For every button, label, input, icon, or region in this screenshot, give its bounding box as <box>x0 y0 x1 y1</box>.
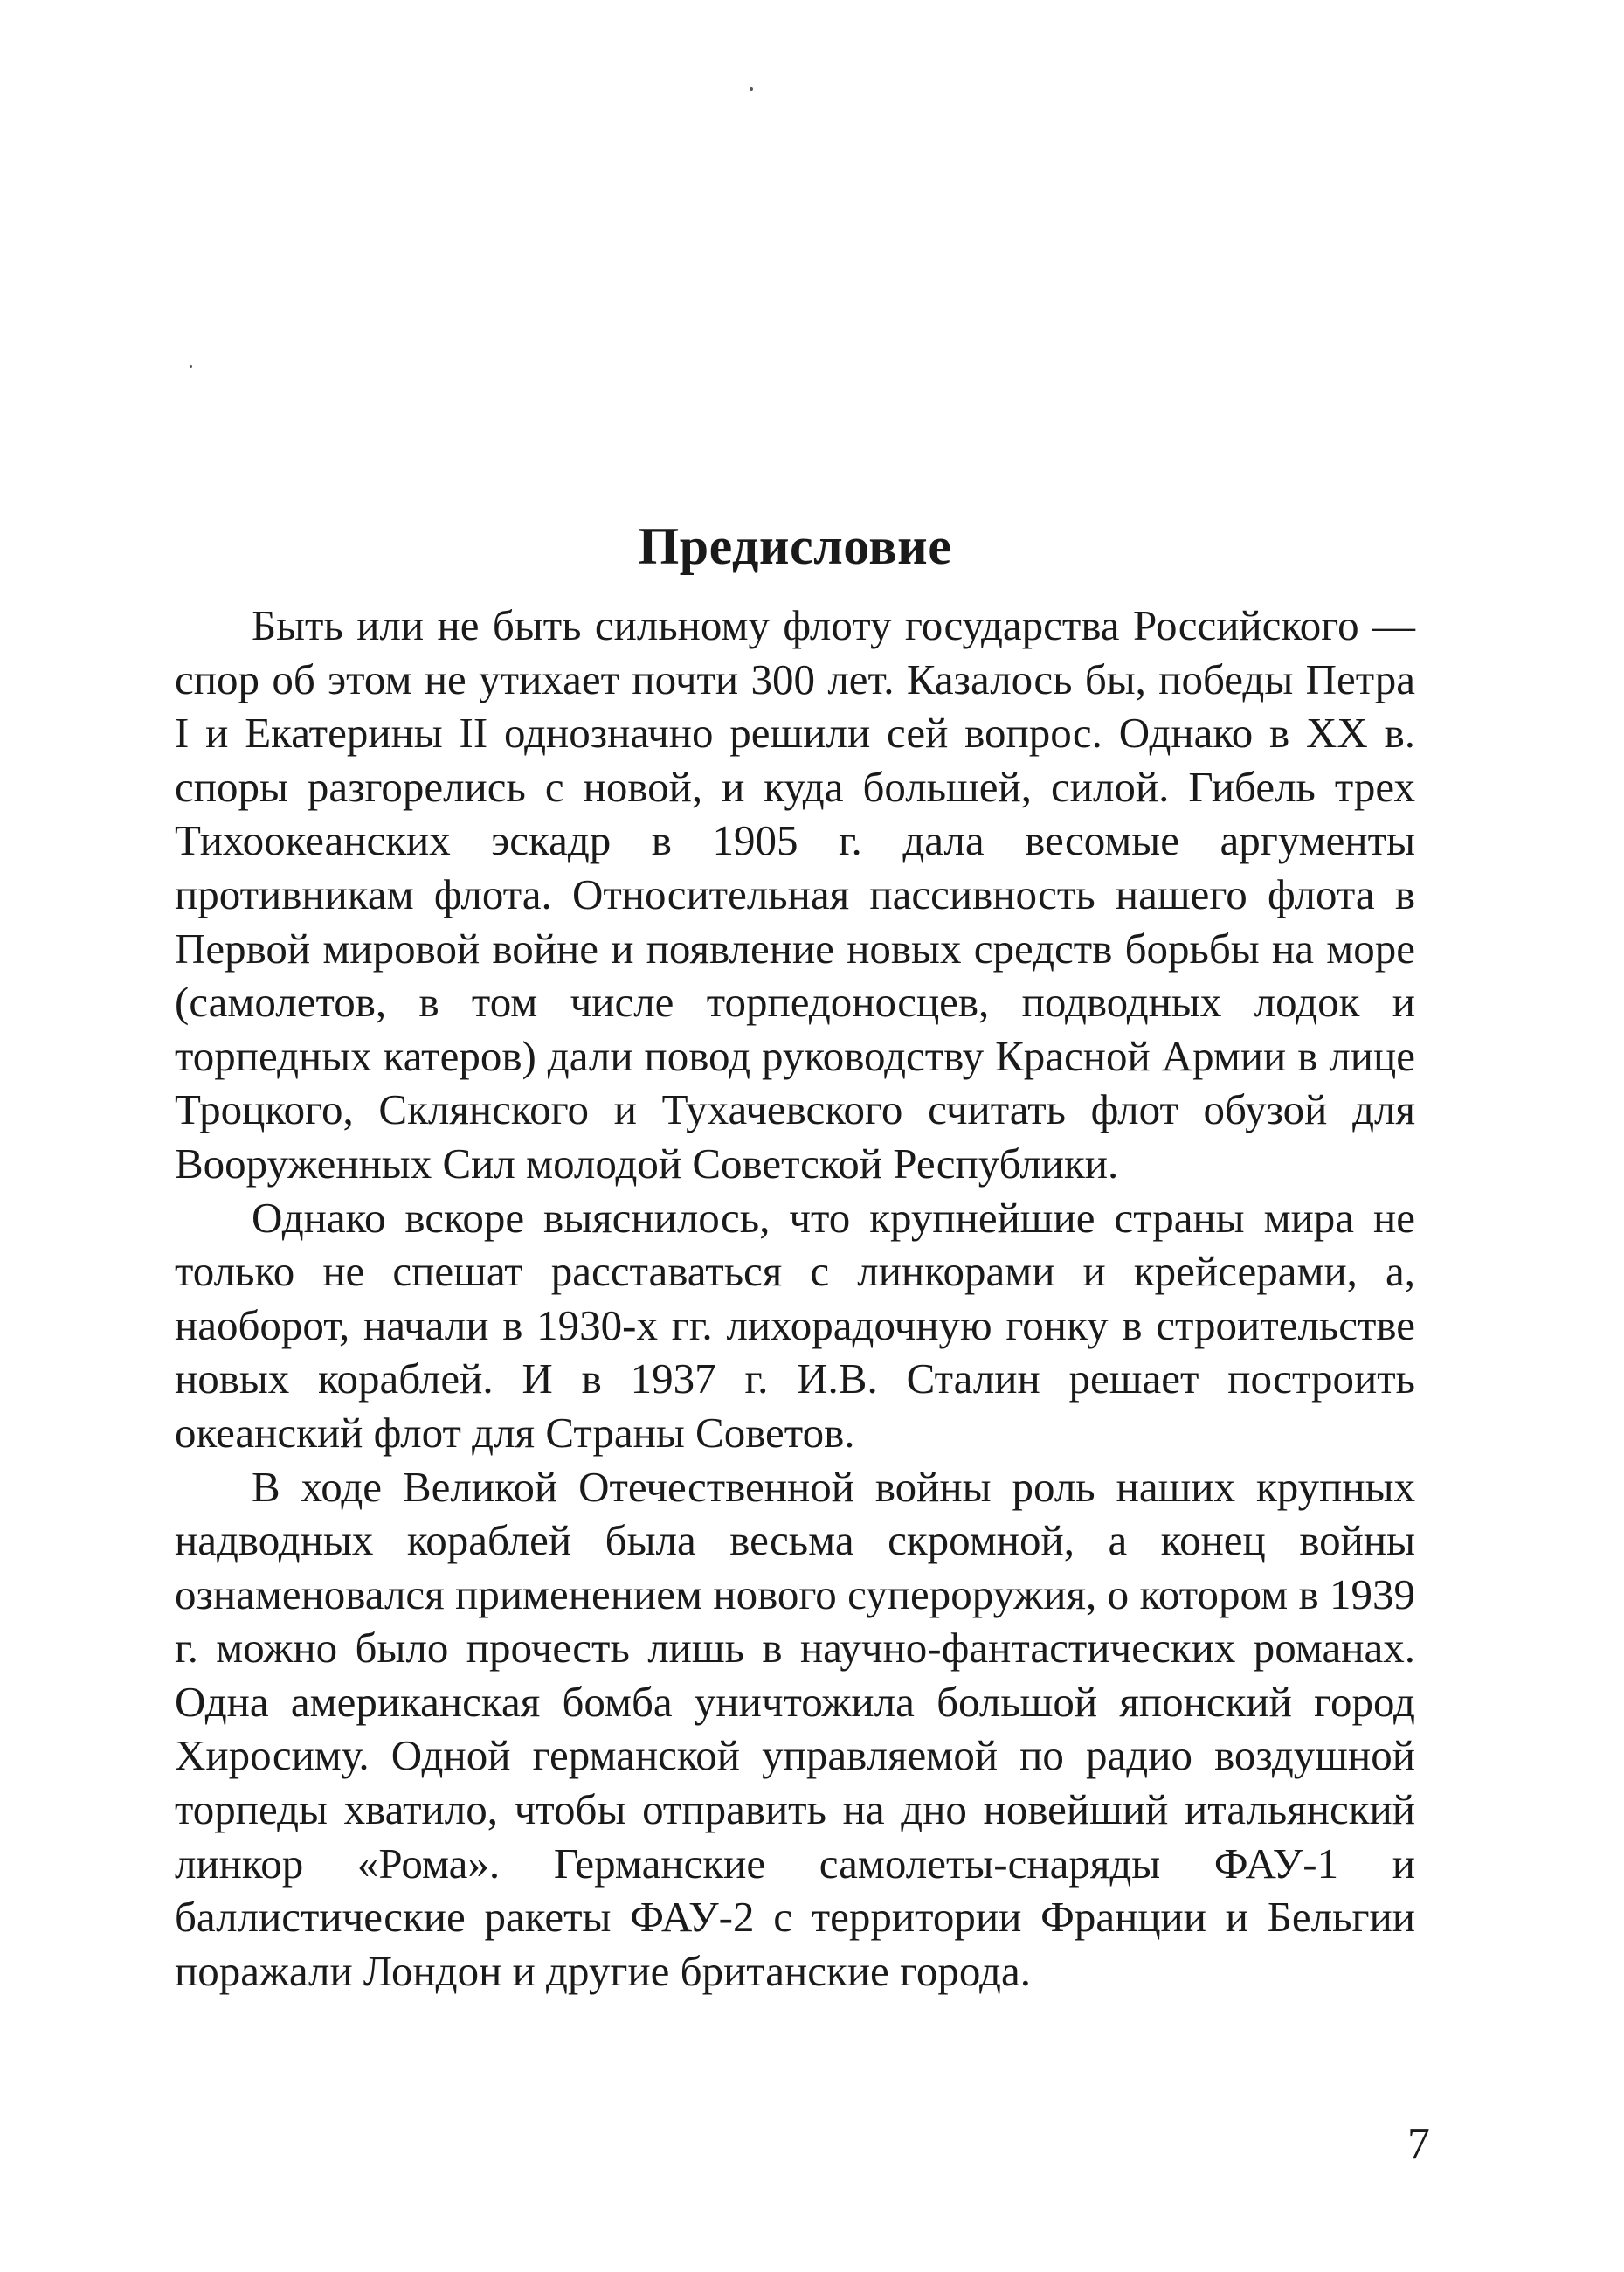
text-block <box>175 517 1415 1998</box>
paragraph: Однако вскоре выяснилось, что крупнейшие страны мира не только не спешат расставаться с линкорами и крейсерами, а, наоборот, начали в 1930-х гг. лихорадочную гонку в строительстве новых кораблей. И в 1937 г. И.В. Сталин решает построить океанский флот для Страны Советов. <box>175 1193 1415 1457</box>
page-number: 7 <box>1407 2119 1430 2169</box>
chapter-title: Предисловие <box>638 517 952 575</box>
scan-speck <box>190 365 192 368</box>
scan-speck <box>750 87 753 91</box>
paragraph: В ходе Великой Отечественной войны роль наших крупных надводных кораблей была весьма скромной, а конец войны ознаменовался применением нового супероружия, о котором в 1939 г. можно было прочесть лишь в научно-фантастических романах. Одна американская бомба уничтожила большой японский город Хиросиму. Одной германской управляемой по радио воздушной торпеды хватило, чтобы отправить на дно новейший итальянский линкор «Рома». Германские самолеты-снаряды ФАУ-1 и баллистические ракеты ФАУ-2 с территории Франции и Бельгии поражали Лондон и другие британские города. <box>175 1462 1415 1995</box>
paragraph: Быть или не быть сильному флоту государства Российского — спор об этом не утихает почти 300 лет. Казалось бы, победы Петра I и Екатерины II однозначно решили сей вопрос. Однако в XX в. споры разгорелись с новой, и куда большей, силой. Гибель трех Тихоокеанских эскадр в 1905 г. дала весомые аргументы противникам флота. Относительная пассивность нашего флота в Первой мировой войне и появление новых средств борьбы на море (самолетов, в том числе торпедоносцев, подводных лодок и торпедных катеров) дали повод руководству Красной Армии в лице Троцкого, Склянского и Тухачевского считать флот обузой для Вооруженных Сил молодой Советской Республики. <box>175 601 1415 1188</box>
